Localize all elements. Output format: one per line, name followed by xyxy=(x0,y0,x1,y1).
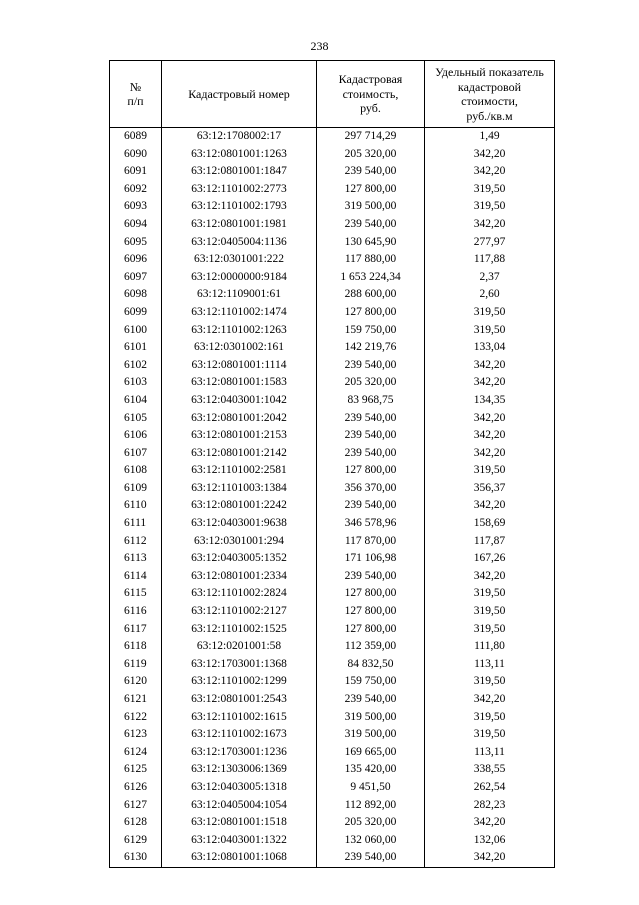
cadastral-value-cell: 135 420,00 xyxy=(317,761,425,779)
table-row xyxy=(110,814,555,832)
cadastral-value-table xyxy=(109,60,555,868)
header-line: стоимость, xyxy=(342,86,399,101)
row-number-cell: 6105 xyxy=(110,410,162,428)
cadastral-number-cell: 63:12:0405004:1054 xyxy=(162,797,317,815)
row-number-cell: 6104 xyxy=(110,392,162,410)
table-row xyxy=(110,603,555,621)
specific-value-cell: 319,50 xyxy=(425,621,555,639)
cadastral-number-cell: 63:12:0801001:1068 xyxy=(162,849,317,867)
table-row xyxy=(110,585,555,603)
table-row xyxy=(110,709,555,727)
row-number-cell: 6114 xyxy=(110,568,162,586)
row-number-cell: 6117 xyxy=(110,621,162,639)
cadastral-value-cell: 127 800,00 xyxy=(317,304,425,322)
row-number-cell: 6095 xyxy=(110,234,162,252)
specific-value-cell: 319,50 xyxy=(425,726,555,744)
row-number-cell: 6110 xyxy=(110,497,162,515)
table-row xyxy=(110,691,555,709)
table-row xyxy=(110,357,555,375)
cadastral-number-cell: 63:12:1101003:1384 xyxy=(162,480,317,498)
specific-value-cell: 319,50 xyxy=(425,709,555,727)
cadastral-value-cell: 84 832,50 xyxy=(317,656,425,674)
row-number-cell: 6130 xyxy=(110,849,162,867)
specific-value-cell: 342,20 xyxy=(425,216,555,234)
cadastral-value-cell: 127 800,00 xyxy=(317,181,425,199)
table-row xyxy=(110,445,555,463)
cadastral-value-cell: 319 500,00 xyxy=(317,198,425,216)
cadastral-value-cell: 169 665,00 xyxy=(317,744,425,762)
specific-value-cell: 342,20 xyxy=(425,814,555,832)
table-row xyxy=(110,568,555,586)
cadastral-number-cell: 63:12:0801001:2543 xyxy=(162,691,317,709)
header-line: Удельный показатель xyxy=(435,65,544,79)
specific-value-cell: 342,20 xyxy=(425,374,555,392)
specific-value-cell: 342,20 xyxy=(425,497,555,515)
cadastral-number-cell: 63:12:1703001:1236 xyxy=(162,744,317,762)
cadastral-number-cell: 63:12:0801001:2153 xyxy=(162,427,317,445)
specific-value-cell: 319,50 xyxy=(425,304,555,322)
row-number-cell: 6118 xyxy=(110,638,162,656)
table-row xyxy=(110,797,555,815)
cadastral-value-cell: 205 320,00 xyxy=(317,814,425,832)
table-row xyxy=(110,251,555,269)
table-row xyxy=(110,163,555,181)
row-number-cell: 6108 xyxy=(110,462,162,480)
cadastral-number-cell: 63:12:0801001:1583 xyxy=(162,374,317,392)
header-line: Кадастровая xyxy=(338,72,403,87)
header-line: руб. xyxy=(360,101,381,116)
page-number: 238 xyxy=(310,39,329,53)
row-number-cell: 6125 xyxy=(110,761,162,779)
table-row xyxy=(110,234,555,252)
cadastral-number-cell: 63:12:1101002:2773 xyxy=(162,181,317,199)
table-row xyxy=(110,286,555,304)
specific-value-cell: 111,80 xyxy=(425,638,555,656)
specific-value-cell: 319,50 xyxy=(425,181,555,199)
specific-value-cell: 2,60 xyxy=(425,286,555,304)
row-number-cell: 6090 xyxy=(110,146,162,164)
table-row xyxy=(110,269,555,287)
cadastral-number-cell: 63:12:0801001:2334 xyxy=(162,568,317,586)
cadastral-number-cell: 63:12:0201001:58 xyxy=(162,638,317,656)
cadastral-value-cell: 356 370,00 xyxy=(317,480,425,498)
cadastral-value-cell: 346 578,96 xyxy=(317,515,425,533)
row-number-cell: 6091 xyxy=(110,163,162,181)
table-row xyxy=(110,462,555,480)
table-row xyxy=(110,533,555,551)
cadastral-number-cell: 63:12:0801001:2142 xyxy=(162,445,317,463)
row-number-cell: 6113 xyxy=(110,550,162,568)
row-number-cell: 6097 xyxy=(110,269,162,287)
row-number-cell: 6096 xyxy=(110,251,162,269)
specific-value-cell: 342,20 xyxy=(425,691,555,709)
row-number-cell: 6098 xyxy=(110,286,162,304)
table-row xyxy=(110,181,555,199)
table-row xyxy=(110,761,555,779)
table-header-row xyxy=(110,61,555,128)
cadastral-value-cell: 159 750,00 xyxy=(317,673,425,691)
cadastral-value-cell: 1 653 224,34 xyxy=(317,269,425,287)
cadastral-number-cell: 63:12:0403001:9638 xyxy=(162,515,317,533)
specific-value-cell: 132,06 xyxy=(425,832,555,850)
row-number-cell: 6099 xyxy=(110,304,162,322)
cadastral-number-cell: 63:12:0301001:294 xyxy=(162,533,317,551)
cadastral-value-cell: 297 714,29 xyxy=(317,128,425,146)
specific-value-cell: 113,11 xyxy=(425,744,555,762)
specific-value-cell: 134,35 xyxy=(425,392,555,410)
specific-value-cell: 342,20 xyxy=(425,410,555,428)
table-row xyxy=(110,410,555,428)
cadastral-number-cell: 63:12:0403005:1352 xyxy=(162,550,317,568)
specific-value-cell: 262,54 xyxy=(425,779,555,797)
cadastral-value-cell: 9 451,50 xyxy=(317,779,425,797)
cadastral-value-cell: 127 800,00 xyxy=(317,603,425,621)
header-line: Кадастровый номер xyxy=(188,86,290,101)
cadastral-number-cell: 63:12:1101002:2127 xyxy=(162,603,317,621)
cadastral-value-cell: 239 540,00 xyxy=(317,691,425,709)
header-specific-value xyxy=(425,61,555,128)
table-row xyxy=(110,673,555,691)
header-line: п/п xyxy=(127,94,144,108)
cadastral-number-cell: 63:12:0403001:1042 xyxy=(162,392,317,410)
cadastral-number-cell: 63:12:0801001:1518 xyxy=(162,814,317,832)
cadastral-value-cell: 112 892,00 xyxy=(317,797,425,815)
cadastral-value-cell: 83 968,75 xyxy=(317,392,425,410)
specific-value-cell: 342,20 xyxy=(425,849,555,867)
header-cadastral-value xyxy=(317,61,425,128)
row-number-cell: 6124 xyxy=(110,744,162,762)
row-number-cell: 6129 xyxy=(110,832,162,850)
cadastral-number-cell: 63:12:0301001:222 xyxy=(162,251,317,269)
table-row xyxy=(110,849,555,867)
cadastral-number-cell: 63:12:1708002:17 xyxy=(162,128,317,146)
cadastral-number-cell: 63:12:0801001:2042 xyxy=(162,410,317,428)
header-row-number xyxy=(110,61,162,128)
cadastral-value-cell: 127 800,00 xyxy=(317,462,425,480)
cadastral-value-cell: 159 750,00 xyxy=(317,322,425,340)
row-number-cell: 6112 xyxy=(110,533,162,551)
specific-value-cell: 158,69 xyxy=(425,515,555,533)
cadastral-value-cell: 117 880,00 xyxy=(317,251,425,269)
row-number-cell: 6092 xyxy=(110,181,162,199)
table-row xyxy=(110,832,555,850)
table-body xyxy=(110,128,555,868)
cadastral-number-cell: 63:12:0000000:9184 xyxy=(162,269,317,287)
cadastral-value-cell: 130 645,90 xyxy=(317,234,425,252)
cadastral-value-cell: 132 060,00 xyxy=(317,832,425,850)
cadastral-value-cell: 239 540,00 xyxy=(317,410,425,428)
cadastral-value-cell: 239 540,00 xyxy=(317,497,425,515)
row-number-cell: 6100 xyxy=(110,322,162,340)
cadastral-number-cell: 63:12:0405004:1136 xyxy=(162,234,317,252)
specific-value-cell: 342,20 xyxy=(425,427,555,445)
table-row xyxy=(110,621,555,639)
cadastral-value-cell: 205 320,00 xyxy=(317,146,425,164)
header-line: руб./кв.м xyxy=(466,108,513,123)
cadastral-value-cell: 142 219,76 xyxy=(317,339,425,357)
table-row xyxy=(110,374,555,392)
row-number-cell: 6116 xyxy=(110,603,162,621)
table-row xyxy=(110,392,555,410)
row-number-cell: 6107 xyxy=(110,445,162,463)
table-row xyxy=(110,146,555,164)
cadastral-number-cell: 63:12:1101002:1673 xyxy=(162,726,317,744)
cadastral-number-cell: 63:12:1101002:1615 xyxy=(162,709,317,727)
specific-value-cell: 117,87 xyxy=(425,533,555,551)
specific-value-cell: 342,20 xyxy=(425,445,555,463)
specific-value-cell: 113,11 xyxy=(425,656,555,674)
cadastral-value-cell: 239 540,00 xyxy=(317,849,425,867)
cadastral-number-cell: 63:12:0801001:1981 xyxy=(162,216,317,234)
cadastral-value-cell: 127 800,00 xyxy=(317,585,425,603)
table-row xyxy=(110,744,555,762)
cadastral-value-cell: 171 106,98 xyxy=(317,550,425,568)
cadastral-value-cell: 239 540,00 xyxy=(317,427,425,445)
table-row xyxy=(110,497,555,515)
specific-value-cell: 319,50 xyxy=(425,585,555,603)
cadastral-value-cell: 117 870,00 xyxy=(317,533,425,551)
cadastral-number-cell: 63:12:0403001:1322 xyxy=(162,832,317,850)
table-row xyxy=(110,480,555,498)
specific-value-cell: 282,23 xyxy=(425,797,555,815)
row-number-cell: 6094 xyxy=(110,216,162,234)
cadastral-number-cell: 63:12:1101002:2581 xyxy=(162,462,317,480)
cadastral-value-cell: 239 540,00 xyxy=(317,216,425,234)
specific-value-cell: 319,50 xyxy=(425,603,555,621)
table-row xyxy=(110,216,555,234)
specific-value-cell: 356,37 xyxy=(425,480,555,498)
table-row xyxy=(110,550,555,568)
cadastral-number-cell: 63:12:1101002:1525 xyxy=(162,621,317,639)
table-row xyxy=(110,304,555,322)
row-number-cell: 6102 xyxy=(110,357,162,375)
cadastral-number-cell: 63:12:1101002:2824 xyxy=(162,585,317,603)
table-row xyxy=(110,638,555,656)
row-number-cell: 6093 xyxy=(110,198,162,216)
row-number-cell: 6127 xyxy=(110,797,162,815)
specific-value-cell: 342,20 xyxy=(425,568,555,586)
cadastral-number-cell: 63:12:1109001:61 xyxy=(162,286,317,304)
cadastral-value-cell: 112 359,00 xyxy=(317,638,425,656)
cadastral-number-cell: 63:12:0801001:1847 xyxy=(162,163,317,181)
cadastral-value-cell: 288 600,00 xyxy=(317,286,425,304)
row-number-cell: 6109 xyxy=(110,480,162,498)
header-cadastral-number xyxy=(162,61,317,128)
cadastral-value-cell: 319 500,00 xyxy=(317,709,425,727)
specific-value-cell: 117,88 xyxy=(425,251,555,269)
specific-value-cell: 319,50 xyxy=(425,462,555,480)
cadastral-number-cell: 63:12:1303006:1369 xyxy=(162,761,317,779)
table-row xyxy=(110,322,555,340)
specific-value-cell: 319,50 xyxy=(425,322,555,340)
specific-value-cell: 277,97 xyxy=(425,234,555,252)
table-row xyxy=(110,779,555,797)
row-number-cell: 6126 xyxy=(110,779,162,797)
table-row xyxy=(110,427,555,445)
cadastral-value-cell: 205 320,00 xyxy=(317,374,425,392)
cadastral-number-cell: 63:12:0801001:1114 xyxy=(162,357,317,375)
specific-value-cell: 319,50 xyxy=(425,198,555,216)
specific-value-cell: 342,20 xyxy=(425,163,555,181)
cadastral-value-cell: 239 540,00 xyxy=(317,568,425,586)
table-row xyxy=(110,515,555,533)
cadastral-value-cell: 127 800,00 xyxy=(317,621,425,639)
row-number-cell: 6101 xyxy=(110,339,162,357)
row-number-cell: 6111 xyxy=(110,515,162,533)
row-number-cell: 6089 xyxy=(110,128,162,146)
cadastral-value-cell: 239 540,00 xyxy=(317,445,425,463)
cadastral-number-cell: 63:12:0801001:1263 xyxy=(162,146,317,164)
header-line: кадастровой xyxy=(457,79,522,94)
cadastral-number-cell: 63:12:0801001:2242 xyxy=(162,497,317,515)
specific-value-cell: 133,04 xyxy=(425,339,555,357)
row-number-cell: 6122 xyxy=(110,709,162,727)
cadastral-value-cell: 319 500,00 xyxy=(317,726,425,744)
specific-value-cell: 167,26 xyxy=(425,550,555,568)
cadastral-number-cell: 63:12:1101002:1263 xyxy=(162,322,317,340)
specific-value-cell: 338,55 xyxy=(425,761,555,779)
specific-value-cell: 2,37 xyxy=(425,269,555,287)
cadastral-number-cell: 63:12:1101002:1299 xyxy=(162,673,317,691)
row-number-cell: 6121 xyxy=(110,691,162,709)
header-line: стоимости, xyxy=(461,94,518,108)
table-row xyxy=(110,339,555,357)
row-number-cell: 6120 xyxy=(110,673,162,691)
table-row xyxy=(110,656,555,674)
specific-value-cell: 342,20 xyxy=(425,357,555,375)
specific-value-cell: 1,49 xyxy=(425,128,555,146)
header-line: № xyxy=(129,79,142,94)
table-row xyxy=(110,198,555,216)
row-number-cell: 6106 xyxy=(110,427,162,445)
cadastral-number-cell: 63:12:1703001:1368 xyxy=(162,656,317,674)
cadastral-value-cell: 239 540,00 xyxy=(317,163,425,181)
cadastral-number-cell: 63:12:0301002:161 xyxy=(162,339,317,357)
specific-value-cell: 342,20 xyxy=(425,146,555,164)
table-row xyxy=(110,726,555,744)
cadastral-value-cell: 239 540,00 xyxy=(317,357,425,375)
table-row xyxy=(110,128,555,146)
specific-value-cell: 319,50 xyxy=(425,673,555,691)
row-number-cell: 6123 xyxy=(110,726,162,744)
cadastral-number-cell: 63:12:1101002:1474 xyxy=(162,304,317,322)
cadastral-number-cell: 63:12:0403005:1318 xyxy=(162,779,317,797)
row-number-cell: 6128 xyxy=(110,814,162,832)
row-number-cell: 6103 xyxy=(110,374,162,392)
row-number-cell: 6119 xyxy=(110,656,162,674)
row-number-cell: 6115 xyxy=(110,585,162,603)
cadastral-number-cell: 63:12:1101002:1793 xyxy=(162,198,317,216)
